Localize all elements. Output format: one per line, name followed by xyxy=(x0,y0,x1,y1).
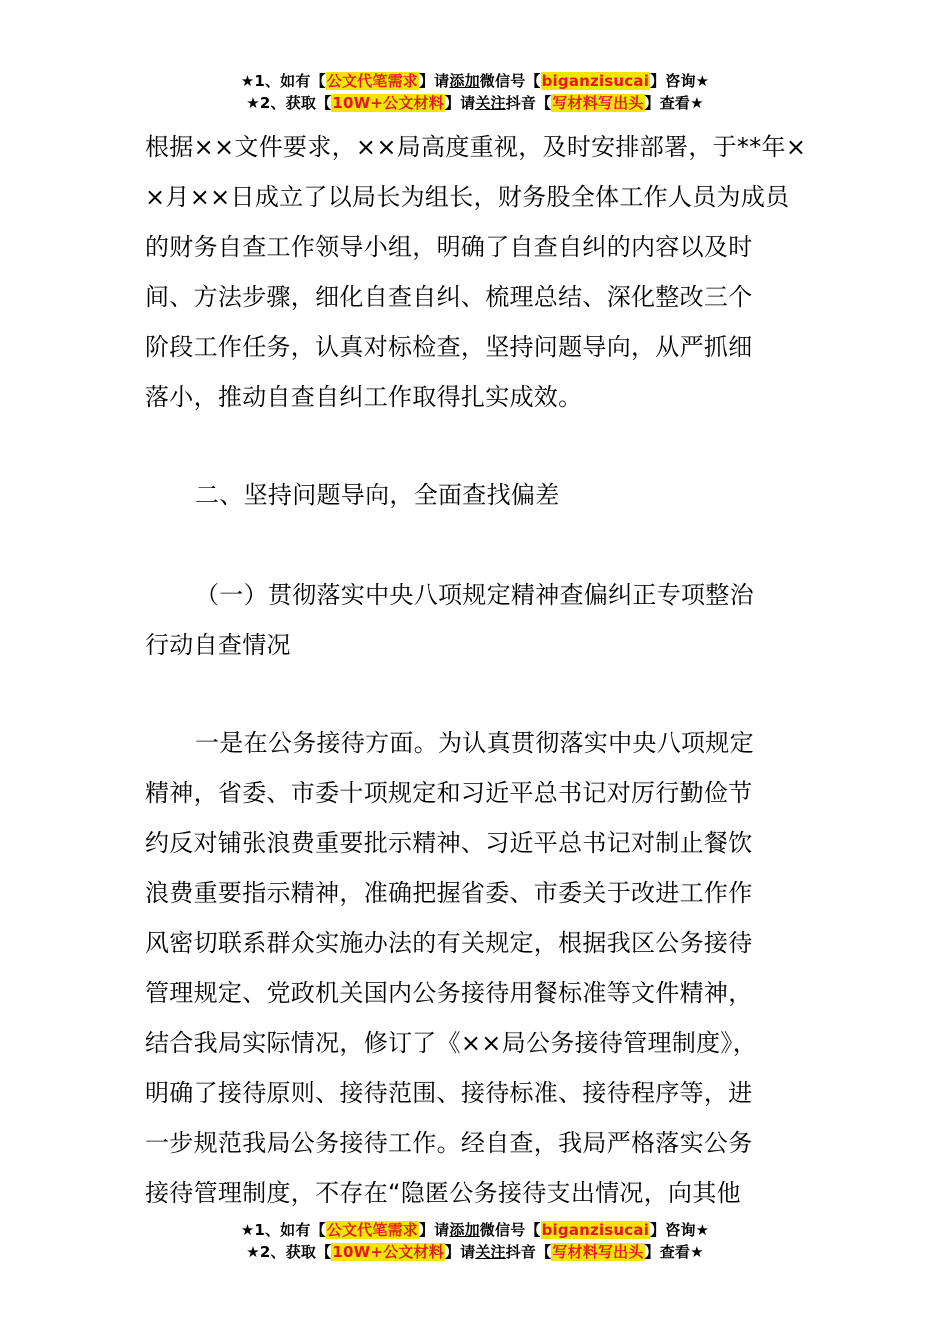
banner-highlight: 10W+公文材料 xyxy=(332,1243,444,1261)
text-line: 间、方法步骤，细化自查自纠、梳理总结、深化整改三个 xyxy=(145,283,753,311)
section-heading-2 xyxy=(145,470,807,520)
text-line: 明确了接待原则、接待范围、接待标准、接待程序等，进 xyxy=(145,1079,753,1107)
text-line: 的财务自查工作领导小组，明确了自查自纠的内容以及时 xyxy=(145,233,753,261)
banner-line-1: ★1、如有【公文代笔需求】请添加微信号【biganzisucai】咨询★ xyxy=(240,1221,710,1239)
banner-line-2: ★2、获取【10W+公文材料】请关注抖音【写材料写出头】查看★ xyxy=(246,1243,704,1261)
wechat-id-highlight: biganzisucai xyxy=(541,1221,650,1239)
text-line: 管理规定、党政机关国内公务接待用餐标准等文件精神， xyxy=(145,979,753,1007)
banner-highlight: 10W+公文材料 xyxy=(332,94,444,112)
text-line: 约反对铺张浪费重要批示精神、习近平总书记对制止餐饮 xyxy=(145,829,753,857)
douyin-id-highlight: 写材料写出头 xyxy=(552,94,644,112)
footer-banner xyxy=(0,1219,950,1263)
text-line: 风密切联系群众实施办法的有关规定，根据我区公务接待 xyxy=(145,929,753,957)
text-line: ×月××日成立了以局长为组长，财务股全体工作人员为成员 xyxy=(145,183,790,211)
banner-line-1: ★1、如有【公文代笔需求】请添加微信号【biganzisucai】咨询★ xyxy=(240,72,710,90)
header-banner xyxy=(0,70,950,114)
text-line: 阶段工作任务，认真对标检查，坚持问题导向，从严抓细 xyxy=(145,333,753,361)
text-line: 浪费重要指示精神，准确把握省委、市委关于改进工作作 xyxy=(145,879,753,907)
paragraph-self-inspection-intro xyxy=(145,122,807,422)
text-line: 接待管理制度，不存在“隐匿公务接待支出情况，向其他 xyxy=(145,1179,741,1207)
wechat-id-highlight: biganzisucai xyxy=(541,72,650,90)
text-line: 落小，推动自查自纠工作取得扎实成效。 xyxy=(145,383,583,411)
text-line: 根据××文件要求，××局高度重视，及时安排部署，于**年× xyxy=(145,133,807,161)
banner-highlight: 公文代笔需求 xyxy=(326,1221,418,1239)
heading-text: 行动自查情况 xyxy=(145,631,291,659)
heading-text: （一）贯彻落实中央八项规定精神查偏纠正专项整治 xyxy=(195,581,754,609)
subsection-heading-1 xyxy=(145,570,807,670)
text-line: 一步规范我局公务接待工作。经自查，我局严格落实公务 xyxy=(145,1129,753,1157)
douyin-id-highlight: 写材料写出头 xyxy=(552,1243,644,1261)
banner-line-2: ★2、获取【10W+公文材料】请关注抖音【写材料写出头】查看★ xyxy=(246,94,704,112)
banner-highlight: 公文代笔需求 xyxy=(326,72,418,90)
heading-text: 二、坚持问题导向，全面查找偏差 xyxy=(195,481,560,509)
text-line: 结合我局实际情况，修订了《××局公务接待管理制度》， xyxy=(145,1029,758,1057)
paragraph-official-reception xyxy=(145,718,807,1218)
text-line: 精神，省委、市委十项规定和习近平总书记对厉行勤俭节 xyxy=(145,779,753,807)
text-line: 一是在公务接待方面。为认真贯彻落实中央八项规定 xyxy=(195,729,754,757)
